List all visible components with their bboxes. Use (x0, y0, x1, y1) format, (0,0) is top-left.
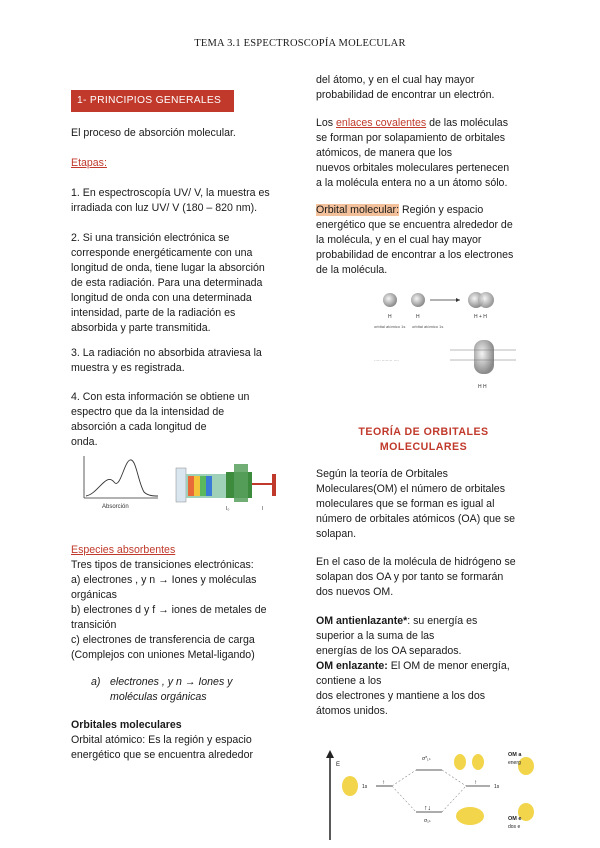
enlaces-paragraph: Los enlaces covalentes de las moléculas se forman por solapamiento de orbitales atómicos, de manera que los nuevos orbitales moleculares pertenecen a la molécula entera no a un átomo sólo. (316, 117, 510, 189)
step-1: 1. En espectroscopía UV/ V, la muestra es irradiada con luz UV/ V (180 – 820 nm). (71, 187, 270, 214)
svg-text:dos e: dos e (508, 824, 521, 830)
svg-text:↑: ↑ (474, 780, 477, 786)
svg-text:σ*₁ₛ: σ*₁ₛ (422, 756, 431, 762)
svg-text:σ₁ₛ: σ₁ₛ (424, 818, 431, 824)
teoria-paragraph: Según la teoría de Orbitales Moleculares(OM) el número de orbitales moleculares que se forman es igual al número de orbitales atómicos (OA) que se solapan. (316, 468, 516, 540)
sub-a-marker: a) (91, 676, 101, 688)
svg-text:H: H (388, 314, 392, 320)
orbital-molecular-label: Orbital molecular: (316, 204, 400, 216)
svg-text:H H: H H (478, 384, 487, 390)
om-paragraph: OM antienlazante*: su energía es superior a la suma de las energías de los OA separados. OM enlazante: El OM de menor energía, contiene a los dos electrones y mantiene a los dos átomos unidos. (316, 615, 510, 717)
svg-text:I₀: I₀ (226, 506, 230, 512)
section-banner: 1- PRINCIPIOS GENERALES (71, 90, 234, 112)
step-2: 2. Si una transición electrónica se corresponde energéticamente con una longitud de onda, tiene lugar la absorción de esta radiación. Para una determinada longitud de onda con una determinada intensidad, parte de la radiación es absorbida y parte transmitida. (71, 232, 265, 334)
svg-text:E: E (336, 762, 341, 768)
svg-text:H + H: H + H (474, 314, 487, 320)
especies-list: Tres tipos de transiciones electrónicas: a) electrones , y n → Iones y moléculas orgánicas b) electrones d y f → iones de metales de transición c) electrones de transferencia de carga (Complejos con uniones Metal-ligando) (71, 559, 267, 661)
svg-text:····· ········ ····: ····· ········ ···· (374, 358, 399, 363)
svg-text:orbital atómico 1s: orbital atómico 1s (374, 324, 406, 329)
page-title: TEMA 3.1 ESPECTROSCOPÍA MOLECULAR (194, 38, 406, 49)
antienlazante-label: OM antienlazante* (316, 615, 408, 627)
orbital-atomico-cont: del átomo, y en el cual hay mayor probabilidad de encontrar un electrón. (316, 74, 495, 101)
sub-a-text: electrones , y n → Iones y moléculas orgánicas (110, 676, 233, 703)
spectrometer-figure (174, 460, 284, 512)
absorption-spectrum-figure (78, 452, 168, 512)
enlazante-label: OM enlazante: (316, 660, 388, 672)
svg-text:1s: 1s (494, 784, 500, 790)
h2-overlap-figure (370, 290, 520, 390)
intro-text: El proceso de absorción molecular. (71, 127, 236, 139)
svg-text:energ: energ (508, 760, 521, 766)
svg-text:OM e: OM e (508, 816, 522, 822)
step-3: 3. La radiación no absorbida atraviesa la muestra y es registrada. (71, 347, 262, 374)
svg-text:orbital atómico 1s: orbital atómico 1s (412, 324, 444, 329)
step-4: 4. Con esta información se obtiene un espectro que da la intensidad de absorción a cada longitud de onda. (71, 391, 250, 448)
orbital-atomico-text: Orbital atómico: Es la región y espacio energético que se encuentra alrededor (71, 734, 253, 761)
mo-energy-diagram (320, 748, 540, 844)
hidrogeno-paragraph: En el caso de la molécula de hidrógeno se solapan dos OA y por tanto se formarán dos nuevos OM. (316, 556, 516, 598)
svg-text:H: H (416, 314, 420, 320)
etapas-label: Etapas: (71, 157, 107, 169)
enlaces-link: enlaces covalentes (336, 117, 427, 129)
especies-label: Especies absorbentes (71, 544, 176, 556)
svg-text:OM a: OM a (508, 752, 522, 758)
teoria-title: TEORÍA DE ORBITALES MOLECULARES (358, 426, 489, 453)
svg-text:I: I (262, 506, 264, 512)
svg-text:↑↓: ↑↓ (424, 805, 431, 812)
orbital-molecular-paragraph: Orbital molecular: Región y espacio energético que se encuentra alrededor de la molécula, y en el cual hay mayor probabilidad de encontrar a los electrones de la molécula. (316, 204, 514, 276)
svg-text:1s: 1s (362, 784, 368, 790)
orbitales-title: Orbitales moleculares (71, 719, 182, 731)
svg-text:↑: ↑ (382, 780, 385, 786)
spectrum-caption: Absorción (102, 504, 129, 510)
